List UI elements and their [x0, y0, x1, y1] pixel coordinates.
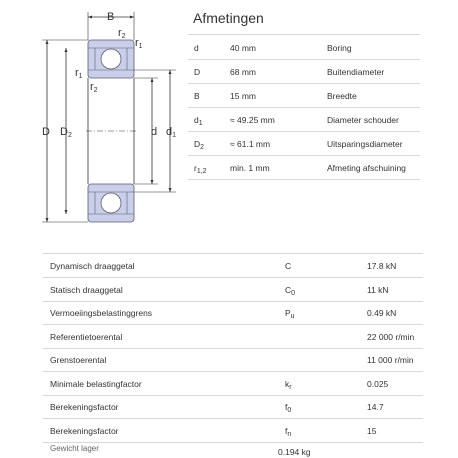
dimension-description: Boring — [327, 43, 352, 53]
property-row — [43, 372, 423, 396]
label-r1-left: $r_1$ — [75, 67, 83, 80]
weight-value: 0.194 kg — [278, 447, 311, 457]
bearing-drawing — [0, 0, 200, 240]
property-value: 22 000 r/min — [367, 331, 415, 342]
dimension-symbol: B — [194, 91, 200, 101]
property-label: Dynamisch draaggetal — [50, 261, 135, 271]
property-value: 0.49 kN — [367, 308, 397, 318]
dimension-description: Uitsparingsdiameter — [327, 139, 403, 149]
dimension-description: Buitendiameter — [327, 67, 385, 77]
dimension-row — [188, 59, 420, 84]
dimension-description: Breedte — [327, 91, 357, 101]
property-row — [43, 301, 423, 325]
dimension-row — [188, 107, 420, 132]
property-value: 15 — [367, 425, 377, 436]
property-value: 17.8 kN — [367, 261, 397, 271]
property-symbol: $f_n$ — [285, 425, 292, 438]
label-d-outer: D — [42, 126, 50, 138]
property-symbol: C — [285, 261, 292, 271]
property-label: Statisch draaggetal — [50, 284, 123, 295]
dimension-description: Afmeting afschuining — [327, 163, 406, 173]
property-symbol: $P_u$ — [285, 308, 295, 320]
weight-label: Gewicht lager — [50, 444, 99, 453]
label-r2-top: $r_2$ — [118, 27, 126, 40]
property-label: Grenstoerental — [50, 355, 107, 365]
label-b: B — [107, 11, 115, 23]
property-row — [43, 254, 423, 278]
property-row — [43, 395, 423, 419]
property-symbol: $f_0$ — [285, 402, 292, 414]
label-r1-top: $r_1$ — [135, 37, 143, 50]
dimension-description: Diameter schouder — [327, 115, 399, 125]
label-r2-left: $r_2$ — [90, 81, 98, 94]
property-label: Berekeningsfactor — [50, 402, 119, 412]
property-row — [43, 419, 423, 443]
dimension-symbol: $D_2$ — [194, 139, 205, 151]
property-value: 11 kN — [367, 284, 389, 295]
dimension-value: 15 mm — [230, 91, 256, 101]
property-label: Minimale belastingfactor — [50, 378, 142, 389]
property-value: 14.7 — [367, 402, 384, 412]
bearing-section-bottom — [88, 184, 134, 222]
property-value: 11 000 r/min — [367, 355, 414, 365]
dimension-value: 68 mm — [230, 67, 256, 77]
dimension-row — [188, 131, 420, 156]
label-d1: $d_1$ — [166, 126, 177, 139]
property-label: Vermoeiingsbelastinggrens — [50, 308, 153, 318]
dimension-value: ≈ 49.25 mm — [230, 115, 275, 125]
dimensions-title: Afmetingen — [193, 10, 264, 26]
bearing-section-top — [88, 40, 134, 78]
dimension-value: ≈ 61.1 mm — [230, 139, 271, 149]
property-value: 0.025 — [367, 378, 389, 389]
dimension-row — [188, 35, 420, 60]
dimension-symbol: $d_1$ — [194, 115, 203, 127]
label-d2: $D_2$ — [60, 126, 72, 139]
label-d-bore: d — [151, 126, 158, 138]
property-row — [43, 348, 423, 372]
dimension-value: min. 1 mm — [230, 163, 270, 173]
dimension-row — [188, 83, 420, 108]
property-symbol: $C_0$ — [285, 284, 296, 297]
property-row — [43, 278, 423, 302]
dimension-row — [188, 155, 420, 180]
property-label: Referentietoerental — [50, 331, 123, 342]
dimension-symbol: d — [194, 43, 199, 53]
property-row — [43, 325, 423, 349]
dimension-symbol: D — [194, 67, 201, 77]
property-label: Berekeningsfactor — [50, 425, 119, 436]
dimension-value: 40 mm — [230, 43, 256, 53]
property-symbol: $k_r$ — [285, 378, 292, 391]
dimension-symbol: $r_{1,2}$ — [194, 163, 207, 175]
